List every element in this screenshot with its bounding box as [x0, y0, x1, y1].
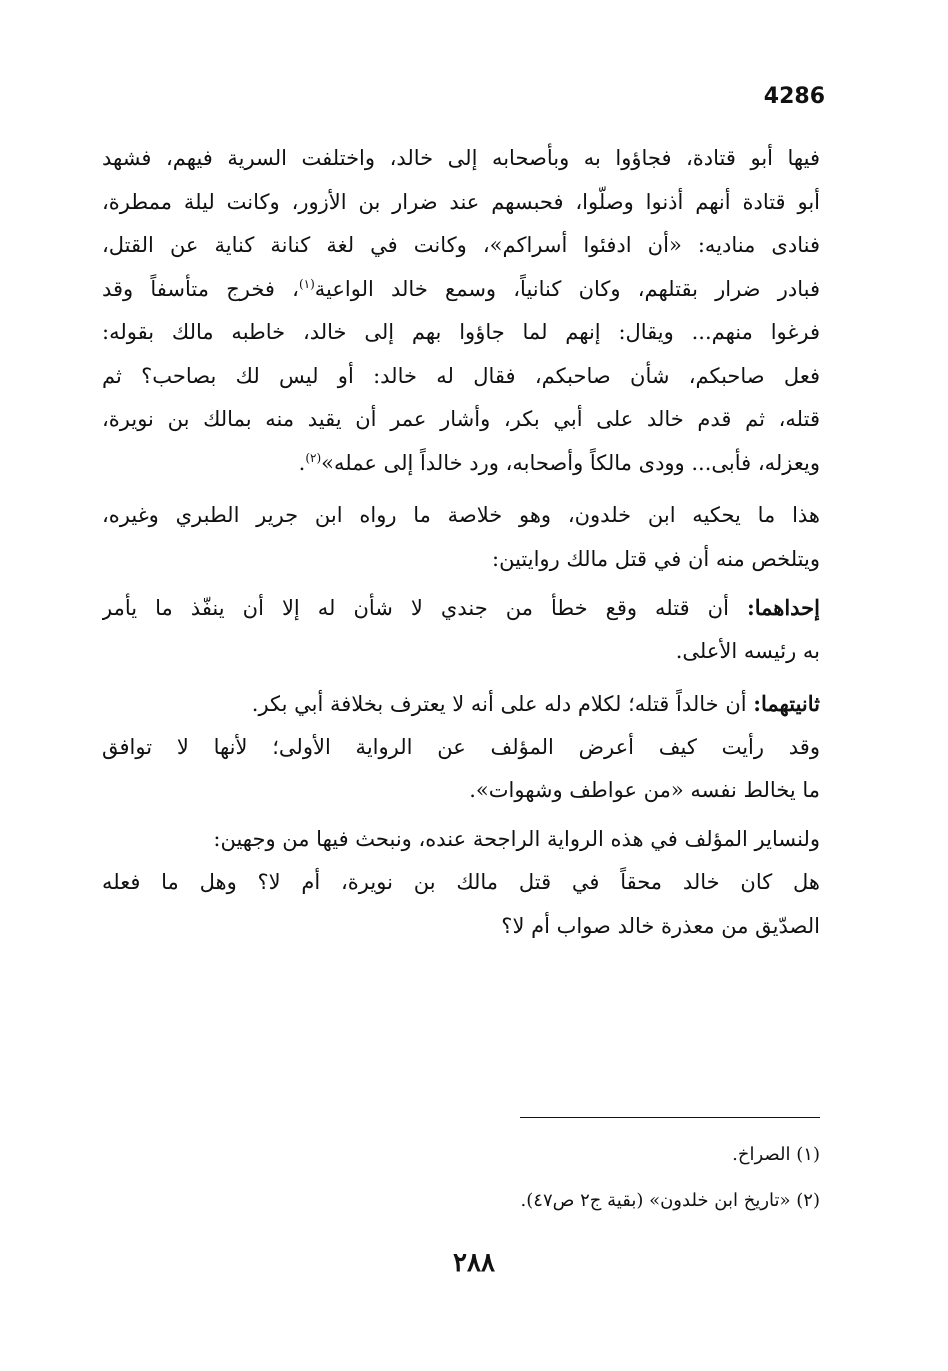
text-segment: أن قتله وقع خطأ من جندي لا شأن له إلا أن ينفّذ ما يأمر: [102, 596, 747, 620]
main-text: [102, 137, 820, 948]
paragraph-2: [102, 494, 820, 581]
text-line: أبو قتادة أنهم أذنوا وصلّوا، فحبسهم عند ضرار بن الأزور، وكانت ليلة ممطرة،: [102, 189, 820, 214]
paragraph-3: [102, 586, 820, 673]
text-line: به رئيسه الأعلى.: [675, 638, 820, 663]
page-id: 4286: [763, 84, 825, 109]
footnote-separator: [520, 1117, 820, 1118]
text-line: فعل صاحبكم، شأن صاحبكم، فقال له خالد: أو ليس لك بصاحب؟ ثم: [102, 363, 820, 388]
paragraph-gap: [102, 673, 820, 682]
text-line: [102, 268, 820, 312]
list-label: ثانيتهما:: [753, 691, 820, 716]
footnote-number: (٢): [796, 1190, 820, 1211]
text-line: قتله، ثم قدم خالد على أبي بكر، وأشار عمر أن يقيد منه بمالك بن نويرة،: [102, 407, 820, 431]
text-line: وقد رأيت كيف أعرض المؤلف عن الرواية الأولى؛ لأنها لا توافق: [102, 734, 820, 759]
list-label: إحداهما:: [746, 595, 820, 620]
text-line: [102, 442, 820, 486]
paragraph-7: [102, 861, 820, 948]
page-number: ٢٨٨: [453, 1248, 495, 1278]
footnote-text: الصراخ.: [732, 1144, 791, 1165]
text-line: فرغوا منهم... ويقال: إنهم لما جاؤوا بهم إلى خالد، خاطبه مالك بقوله:: [102, 320, 820, 344]
text-segment: ويعزله، فأبى... وودى مالكاً وأصحابه، ورد خالداً إلى عمله»: [321, 450, 820, 475]
text-line: [102, 586, 820, 630]
text-segment: ، فخرج متأسفاً وقد: [102, 276, 299, 301]
text-line: ما يخالط نفسه «من عواطف وشهوات».: [469, 778, 820, 802]
paragraph-1: [102, 137, 820, 485]
paragraph-gap: [102, 485, 820, 494]
text-line: فنادى مناديه: «أن ادفئوا أسراكم»، وكانت في لغة كنانة كناية عن القتل،: [102, 233, 820, 257]
text-line: هذا ما يحكيه ابن خلدون، وهو خلاصة ما رواه ابن جرير الطبري وغيره،: [102, 503, 820, 527]
paragraph-4: [102, 682, 820, 726]
text-line: ولنساير المؤلف في هذه الرواية الراجحة عنده، ونبحث فيها من وجهين:: [213, 826, 820, 851]
footnote-ref-1[interactable]: (١): [298, 276, 315, 291]
text-line: الصدّيق من معذرة خالد صواب أم لا؟: [501, 913, 820, 938]
footnotes: [102, 1132, 820, 1224]
footnote-1: [102, 1132, 820, 1178]
footnote-ref-2[interactable]: (٢): [305, 450, 322, 465]
footnote-text: «تاريخ ابن خلدون» (بقية ج٢ ص٤٧).: [520, 1190, 791, 1211]
paragraph-5: [102, 726, 820, 813]
period: .: [298, 450, 306, 475]
paragraph-6: [102, 818, 820, 862]
text-line: فيها أبو قتادة، فجاؤوا به وبأصحابه إلى خالد، واختلفت السرية فيهم، فشهد: [102, 146, 820, 170]
text-segment: أن خالداً قتله؛ لكلام دله على أنه لا يعترف بخلافة أبي بكر.: [251, 692, 754, 716]
text-line: [102, 682, 820, 726]
text-segment: فبادر ضرار بقتلهم، وكان كنانياً، وسمع خالد الواعية: [314, 276, 820, 301]
text-line: هل كان خالد محقاً في قتل مالك بن نويرة، أم لا؟ وهل ما فعله: [102, 870, 820, 894]
text-line: ويتلخص منه أن في قتل مالك روايتين:: [492, 546, 820, 571]
footnote-2: [102, 1178, 820, 1224]
footnote-number: (١): [796, 1144, 820, 1165]
